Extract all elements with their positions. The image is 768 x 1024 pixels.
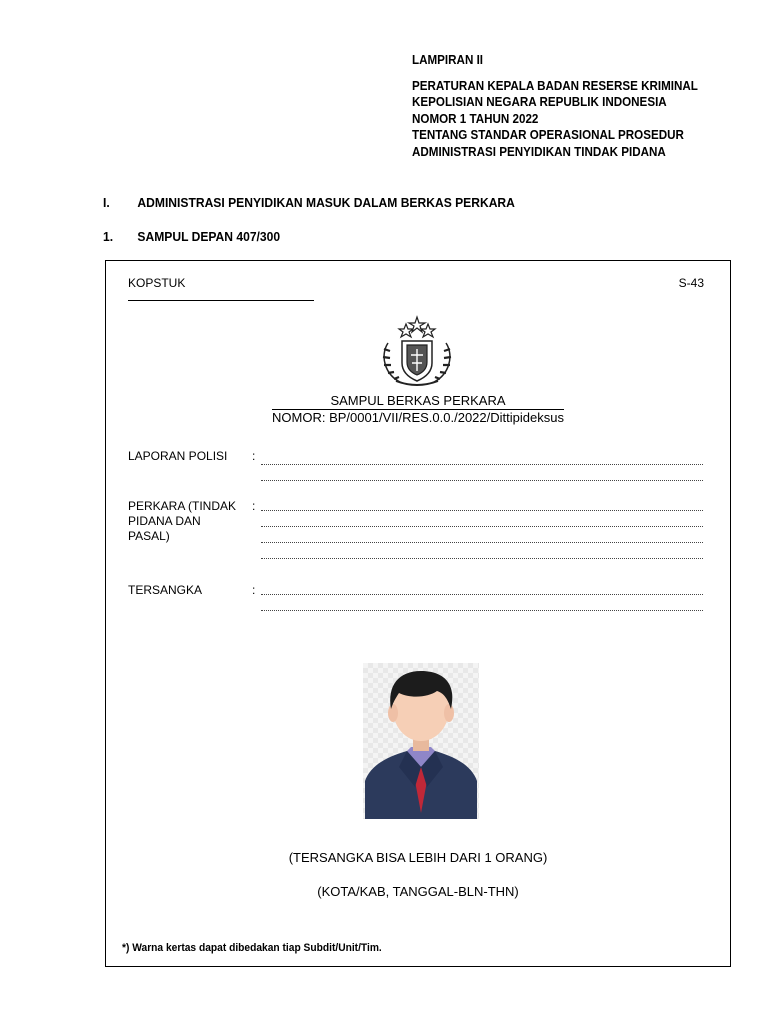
perkara-fill-lines[interactable] [261, 495, 703, 559]
dotted-line[interactable] [261, 465, 703, 481]
suspect-photo-placeholder-icon [363, 663, 479, 819]
form-code: S-43 [678, 276, 704, 290]
header-line-5: ADMINISTRASI PENYIDIKAN TINDAK PIDANA [412, 144, 666, 159]
kopstuk-label: KOPSTUK [128, 276, 186, 290]
dotted-line[interactable] [261, 595, 703, 611]
police-emblem-icon [374, 315, 460, 389]
header-line-1: PERATURAN KEPALA BADAN RESERSE KRIMINAL [412, 78, 698, 93]
footnote: *) Warna kertas dapat dibedakan tiap Subdit/Unit/Tim. [122, 942, 382, 954]
field-label: TERSANGKA [128, 583, 203, 597]
field-colon: : [252, 499, 256, 513]
section-title: SAMPUL DEPAN 407/300 [137, 229, 281, 244]
field-colon: : [252, 449, 256, 463]
kopstuk-underline [128, 300, 314, 301]
place-date: (KOTA/KAB, TANGGAL-BLN-THN) [317, 884, 519, 899]
dotted-line[interactable] [261, 527, 703, 543]
section-title: ADMINISTRASI PENYIDIKAN MASUK DALAM BERKAS PERKARA [137, 195, 515, 210]
tersangka-fill-lines[interactable] [261, 579, 703, 611]
document-header [412, 52, 728, 160]
dotted-line[interactable] [261, 495, 703, 511]
cover-form-frame [105, 260, 731, 967]
section-number: 1. [103, 229, 114, 244]
cover-title-block [106, 393, 730, 425]
cover-title: SAMPUL BERKAS PERKARA [272, 393, 563, 410]
laporan-polisi-fill-lines[interactable] [261, 449, 703, 481]
field-label: PERKARA (TINDAK PIDANA DAN PASAL) [128, 499, 237, 543]
section-number: I. [103, 195, 110, 210]
header-line-2: KEPOLISIAN NEGARA REPUBLIK INDONESIA [412, 95, 667, 109]
case-number: NOMOR: BP/0001/VII/RES.0.0./2022/Dittipideksus [272, 410, 564, 425]
dotted-line[interactable] [261, 449, 703, 465]
field-label: LAPORAN POLISI [128, 449, 228, 463]
dotted-line[interactable] [261, 543, 703, 559]
dotted-line[interactable] [261, 511, 703, 527]
suspect-photo-placeholder [363, 663, 479, 819]
header-line-3: NOMOR 1 TAHUN 2022 [412, 111, 539, 126]
tersangka-note: (TERSANGKA BISA LEBIH DARI 1 ORANG) [288, 850, 548, 865]
header-line-4: TENTANG STANDAR OPERASIONAL PROSEDUR [412, 128, 684, 142]
dotted-line[interactable] [261, 579, 703, 595]
lampiran-label: LAMPIRAN II [412, 53, 484, 67]
field-colon: : [252, 583, 256, 597]
